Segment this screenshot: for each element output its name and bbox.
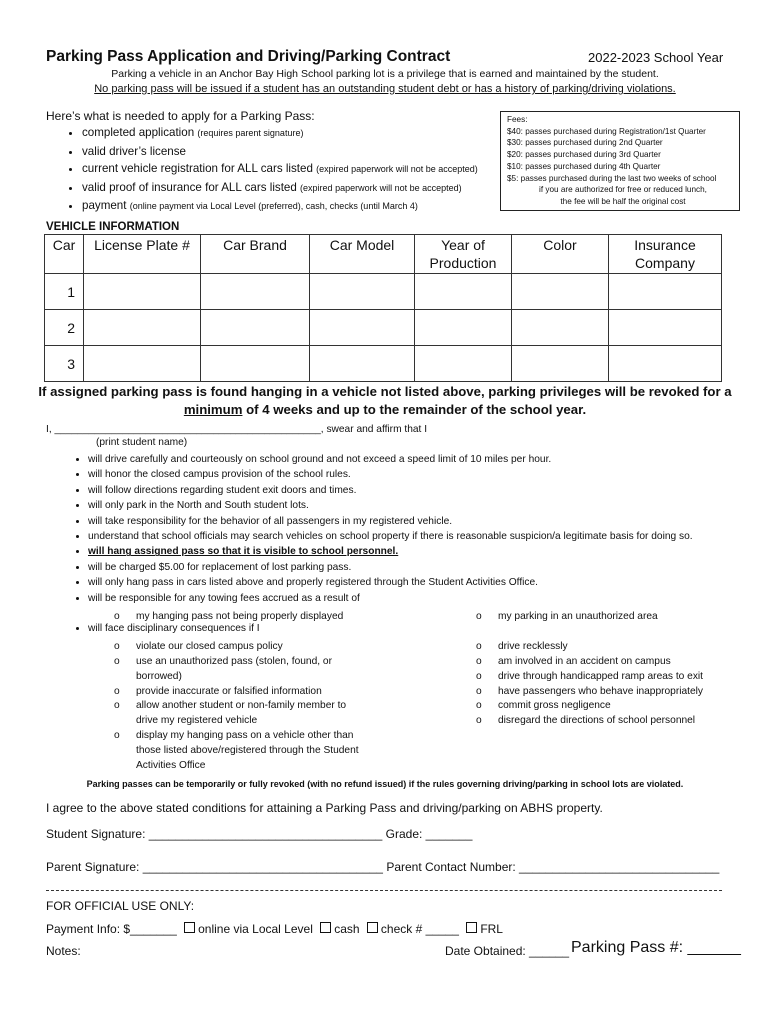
rule-item: • will be responsible for any towing fees accrued as a result of <box>88 591 693 606</box>
check-checkbox[interactable] <box>367 922 378 933</box>
revocation-warning: If assigned parking pass is found hanging in a vehicle not listed above, parking privileges will be revoked for a minimum of 4 weeks and up to the remainder of the school year. <box>38 384 732 417</box>
fee-line: $40: passes purchased during Registration/1st Quarter <box>507 126 706 136</box>
insurance-cell[interactable] <box>609 274 722 310</box>
car-model-cell[interactable] <box>310 310 415 346</box>
dashed-divider <box>46 890 722 891</box>
col-insurance: Insurance Company <box>609 235 722 274</box>
frl-checkbox[interactable] <box>466 922 477 933</box>
cash-label: cash <box>334 922 360 936</box>
license-plate-cell[interactable] <box>84 274 201 310</box>
car-number: 2 <box>45 310 84 346</box>
car-brand-cell[interactable] <box>201 274 310 310</box>
car-number: 3 <box>45 346 84 382</box>
vehicle-row <box>45 346 722 382</box>
fee-line: $5: passes purchased during the last two weeks of school <box>507 173 717 183</box>
vehicle-heading: VEHICLE INFORMATION <box>46 221 180 233</box>
col-car-model: Car Model <box>310 235 415 274</box>
vehicle-table <box>44 234 722 382</box>
year-cell[interactable] <box>415 346 512 382</box>
rule-item: • understand that school officials may search vehicles on school property if there is reasonable suspicion/a legitimate basis for doing so. <box>88 529 693 544</box>
car-brand-cell[interactable] <box>201 346 310 382</box>
school-year: 2022-2023 School Year <box>588 50 724 65</box>
print-name-caption: (print student name) <box>96 437 188 448</box>
license-plate-cell[interactable] <box>84 310 201 346</box>
fees-label: Fees: <box>507 115 528 124</box>
frl-label: FRL <box>480 922 503 936</box>
col-car-brand: Car Brand <box>201 235 310 274</box>
rule-item: • will hang assigned pass so that it is visible to school personnel. <box>88 544 693 559</box>
rule-item: • will be charged $5.00 for replacement of lost parking pass. <box>88 560 693 575</box>
swear-line: I, _______________________________________________, swear and affirm that I <box>46 424 428 435</box>
requirement-item: • valid driver’s license <box>82 143 478 161</box>
payment-label[interactable]: Payment Info: $_______ <box>46 922 177 936</box>
parent-signature-line[interactable]: Parent Signature: ____________________________________ Parent Contact Number: ______________________________ <box>46 860 720 874</box>
fee-line: $20: passes purchased during 3rd Quarter <box>507 150 661 160</box>
fee-reduced-note: if you are authorized for free or reduced lunch, <box>539 185 707 195</box>
rule-item: • will honor the closed campus provision of the school rules. <box>88 467 693 482</box>
car-brand-cell[interactable] <box>201 310 310 346</box>
color-cell[interactable] <box>512 346 609 382</box>
requirement-item: • current vehicle registration for ALL cars listed (expired paperwork will not be accepted) <box>82 160 478 179</box>
cash-checkbox[interactable] <box>320 922 331 933</box>
color-cell[interactable] <box>512 274 609 310</box>
rule-item: • will only park in the North and South student lots. <box>88 498 693 513</box>
online-label: online via Local Level <box>198 922 313 936</box>
rule-item: • will only hang pass in cars listed above and properly registered through the Student Activities Office. <box>88 575 693 590</box>
student-signature-line[interactable]: Student Signature: ___________________________________ Grade: _______ <box>46 827 473 841</box>
year-cell[interactable] <box>415 310 512 346</box>
vehicle-row <box>45 310 722 346</box>
requirements-heading: Here’s what is needed to apply for a Parking Pass: <box>46 109 315 123</box>
vehicle-header-row <box>45 235 722 274</box>
official-use-heading: FOR OFFICIAL USE ONLY: <box>46 899 195 913</box>
requirement-item: • payment (online payment via Local Level (preferred), cash, checks (until March 4) <box>82 197 478 216</box>
fee-line: $30: passes purchased during 2nd Quarter <box>507 138 663 148</box>
insurance-cell[interactable] <box>609 346 722 382</box>
agreement-statement: I agree to the above stated conditions for attaining a Parking Pass and driving/parking on ABHS property. <box>46 801 603 815</box>
privilege-statement: Parking a vehicle in an Anchor Bay High School parking lot is a privilege that is earned and maintained by the student. <box>111 68 659 80</box>
car-number: 1 <box>45 274 84 310</box>
fee-line: $10: passes purchased during 4th Quarter <box>507 161 661 171</box>
parking-pass-number-field[interactable]: Parking Pass #: ______ <box>571 939 741 956</box>
car-model-cell[interactable] <box>310 274 415 310</box>
col-color: Color <box>512 235 609 274</box>
insurance-cell[interactable] <box>609 310 722 346</box>
year-cell[interactable] <box>415 274 512 310</box>
license-plate-cell[interactable] <box>84 346 201 382</box>
rule-item: • will follow directions regarding student exit doors and times. <box>88 483 693 498</box>
rule-item: • will drive carefully and courteously on school ground and not exceed a speed limit of 10 miles per hour. <box>88 452 693 467</box>
revoke-note: Parking passes can be temporarily or fully revoked (with no refund issued) if the rules governing driving/parking in school lots are violated. <box>86 779 684 789</box>
form-title: Parking Pass Application and Driving/Parking Contract <box>46 48 451 65</box>
fee-reduced-note: the fee will be half the original cost <box>560 196 686 206</box>
color-cell[interactable] <box>512 310 609 346</box>
rule-item: • will face disciplinary consequences if I <box>88 621 693 636</box>
requirements-list <box>62 124 478 216</box>
col-license-plate: License Plate # <box>84 235 201 274</box>
check-label: check # _____ <box>380 922 459 936</box>
notes-label: Notes: <box>46 944 81 958</box>
col-year: Year of Production <box>415 235 512 274</box>
online-checkbox[interactable] <box>184 922 195 933</box>
requirement-item: • completed application (requires parent signature) <box>82 124 478 143</box>
date-obtained-field[interactable]: Date Obtained: ______ <box>445 944 570 958</box>
fees-box <box>500 111 740 211</box>
car-model-cell[interactable] <box>310 346 415 382</box>
payment-info-row <box>46 922 503 936</box>
col-car: Car <box>45 235 84 274</box>
requirement-item: • valid proof of insurance for ALL cars listed (expired paperwork will not be accepted) <box>82 179 478 198</box>
debt-statement: No parking pass will be issued if a student has an outstanding student debt or has a history of parking/driving violations. <box>94 83 676 95</box>
rule-item: • will take responsibility for the behavior of all passengers in my registered vehicle. <box>88 514 693 529</box>
vehicle-row <box>45 274 722 310</box>
